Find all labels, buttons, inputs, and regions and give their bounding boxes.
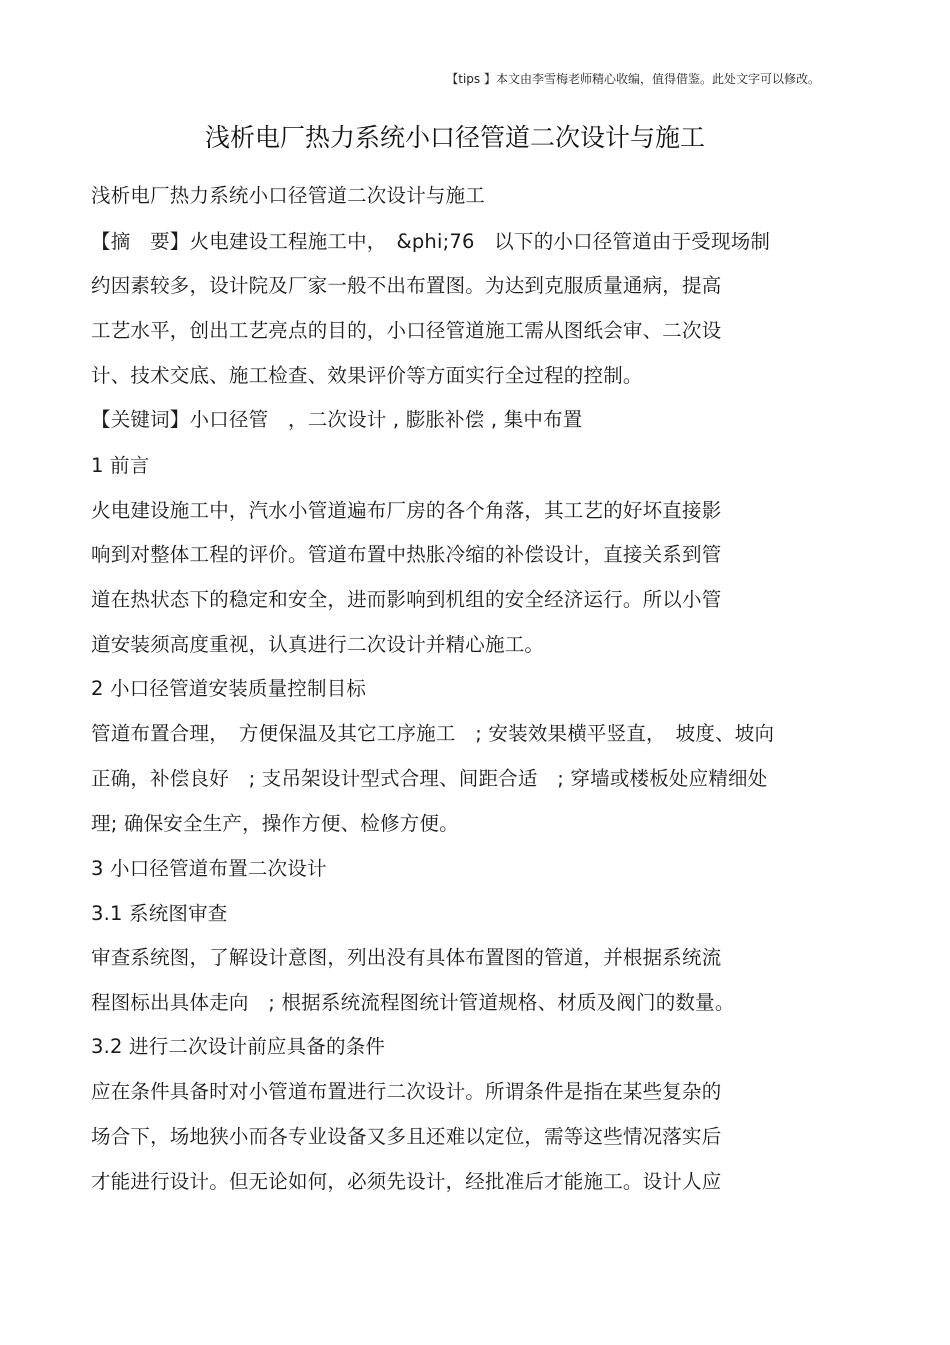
paragraph-line: 道在热状态下的稳定和安全，进而影响到机组的安全经济运行。所以小管 [91,588,722,611]
paragraph-line: 审查系统图，了解设计意图，列出没有具体布置图的管道，并根据系统流 [91,946,722,969]
section-heading: 2 小口径管道安装质量控制目标 [91,677,367,700]
abstract-line: 计、技术交底、施工检查、效果评价等方面实行全过程的控制。 [91,364,643,387]
subsection-heading: 3.1 系统图审查 [91,902,228,925]
paragraph-line: 场合下，场地狭小而各专业设备又多且还难以定位，需等这些情况落实后 [91,1125,722,1148]
paragraph-line: 应在条件具备时对小管道布置进行二次设计。所谓条件是指在某些复杂的 [91,1080,722,1103]
abstract-line: 工艺水平，创出工艺亮点的目的，小口径管道施工需从图纸会审、二次设 [91,319,722,342]
paragraph-line: 管道布置合理， 方便保温及其它工序施工 ; 安装效果横平竖直， 坡度、坡向 [91,722,775,745]
abstract-line: 【摘 要】火电建设工程施工中， &phi;76 以下的小口径管道由于受现场制 [91,230,771,253]
section-heading: 1 前言 [91,454,150,477]
paragraph-line: 才能进行设计。但无论如何，必须先设计，经批准后才能施工。设计人应 [91,1170,722,1193]
tips-note: 【tips 】本文由李雪梅老师精心收编，值得借鉴。此处文字可以修改。 [446,72,820,86]
paragraph-line: 程图标出具体走向 ; 根据系统流程图统计管道规格、材质及阀门的数量。 [91,991,735,1014]
document-title: 浅析电厂热力系统小口径管道二次设计与施工 [204,123,705,152]
paragraph-line: 正确，补偿良好 ; 支吊架设计型式合理、间距合适 ; 穿墙或楼板处应精细处 [91,767,768,790]
section-heading: 3 小口径管道布置二次设计 [91,857,327,880]
subsection-heading: 3.2 进行二次设计前应具备的条件 [91,1035,386,1058]
abstract-line: 约因素较多，设计院及厂家一般不出布置图。为达到克服质量通病，提高 [91,274,722,297]
keywords-line: 【关键词】小口径管 ，二次设计 , 膨胀补偿 , 集中布置 [91,408,583,431]
paragraph-line: 理; 确保安全生产，操作方便、检修方便。 [91,812,459,835]
paragraph-line: 道安装须高度重视，认真进行二次设计并精心施工。 [91,633,545,656]
paragraph-line: 火电建设施工中，汽水小管道遍布厂房的各个角落，其工艺的好坏直接影 [91,499,722,522]
subtitle-line: 浅析电厂热力系统小口径管道二次设计与施工 [91,184,486,207]
paragraph-line: 响到对整体工程的评价。管道布置中热胀冷缩的补偿设计，直接关系到管 [91,543,722,566]
